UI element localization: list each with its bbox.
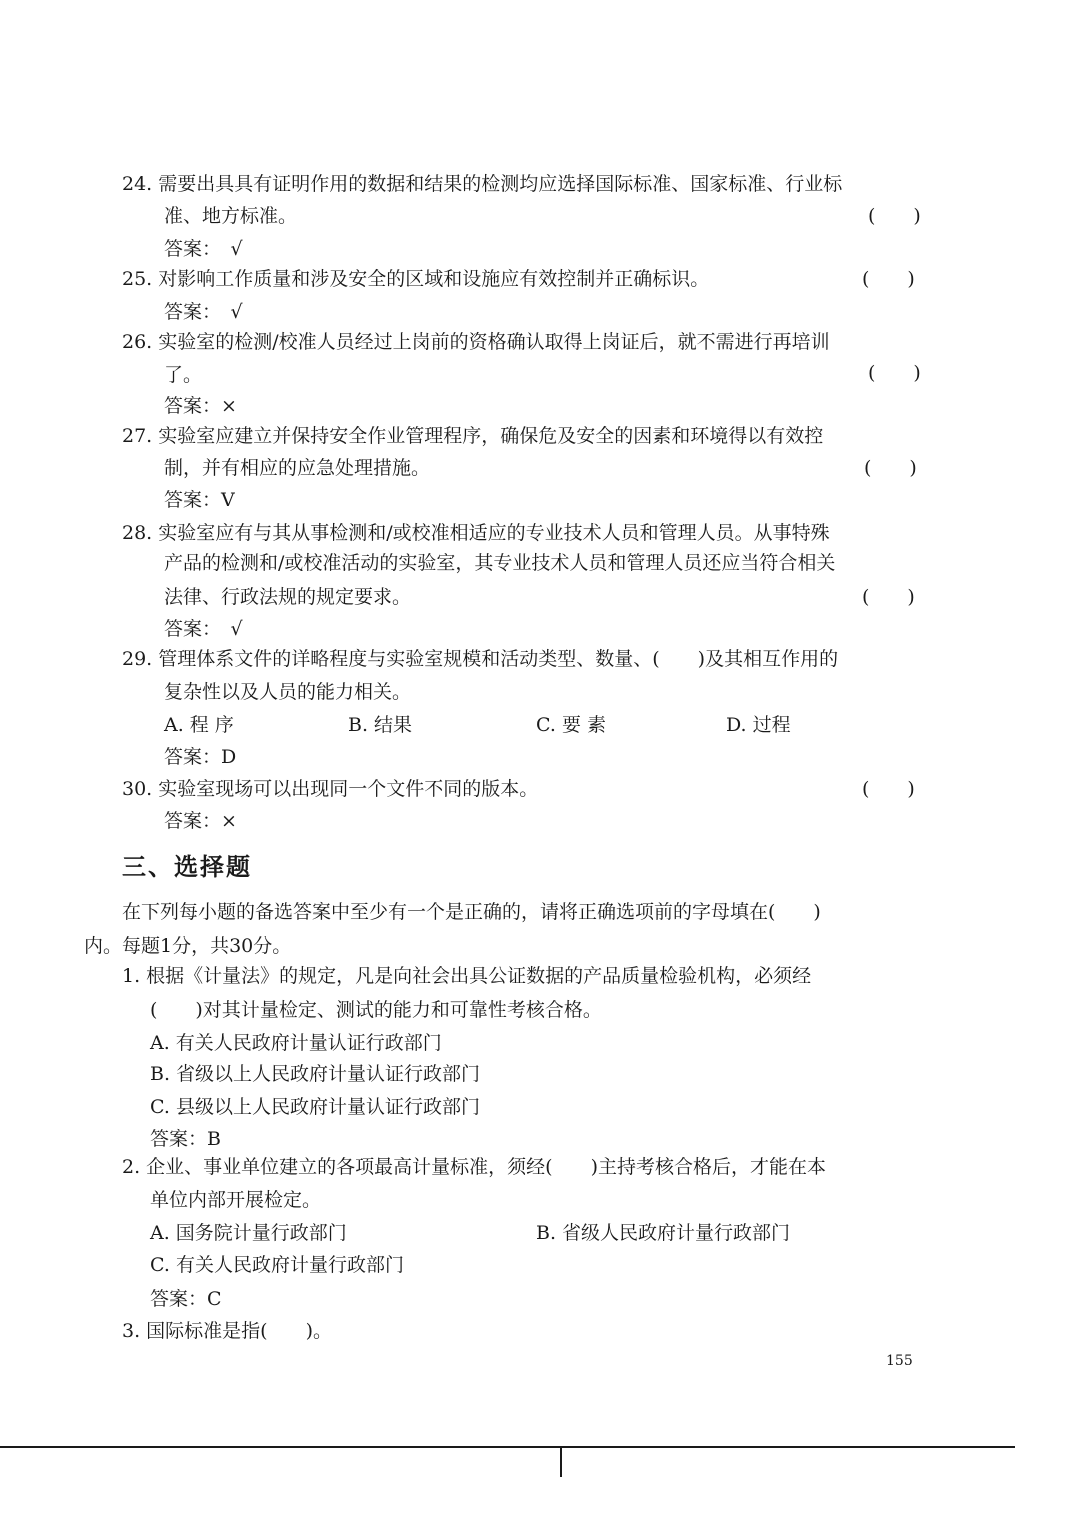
q28-answer-blank: ( ): [862, 586, 915, 608]
q25-answer: 答案： √: [164, 301, 243, 323]
c1-answer: 答案：B: [150, 1128, 221, 1150]
q27-line-2: 制，并有相应的应急处理措施。: [164, 457, 431, 479]
c1-option-a: A. 有关人民政府计量认证行政部门: [150, 1032, 442, 1054]
q29-line-2: 复杂性以及人员的能力相关。: [164, 681, 412, 703]
c2-line-2: 单位内部开展检定。: [150, 1189, 322, 1211]
q29-option-b: B. 结果: [348, 714, 413, 736]
section-intro-line-1: 在下列每小题的备选答案中至少有一个是正确的，请将正确选项前的字母填在( ): [122, 901, 821, 923]
q28-line-1: 28. 实验室应有与其从事检测和/或校准相适应的专业技术人员和管理人员。从事特殊: [122, 522, 830, 544]
c1-line-2: ( )对其计量检定、测试的能力和可靠性考核合格。: [150, 999, 602, 1021]
c1-option-b: B. 省级以上人民政府计量认证行政部门: [150, 1063, 481, 1085]
q27-line-1: 27. 实验室应建立并保持安全作业管理程序，确保危及安全的因素和环境得以有效控: [122, 425, 824, 447]
footer-rule: [0, 1446, 1015, 1448]
q29-line-1: 29. 管理体系文件的详略程度与实验室规模和活动类型、数量、( )及其相互作用的: [122, 648, 839, 670]
c2-option-b: B. 省级人民政府计量行政部门: [536, 1222, 791, 1244]
q29-answer: 答案：D: [164, 746, 237, 768]
q24-answer-blank: ( ): [868, 205, 921, 227]
q26-answer: 答案：×: [164, 395, 237, 417]
q28-answer: 答案： √: [164, 618, 243, 640]
q30-answer-blank: ( ): [862, 778, 915, 800]
q29-option-c: C. 要 素: [536, 714, 606, 736]
c3-line-1: 3. 国际标准是指( )。: [122, 1320, 332, 1342]
q24-answer: 答案： √: [164, 238, 243, 260]
q26-answer-blank: ( ): [868, 362, 921, 384]
q24-line-1: 24. 需要出具具有证明作用的数据和结果的检测均应选择国际标准、国家标准、行业标: [122, 173, 843, 195]
q28-line-3: 法律、行政法规的规定要求。: [164, 586, 412, 608]
footer-center-mark: [560, 1446, 562, 1477]
c1-option-c: C. 县级以上人民政府计量认证行政部门: [150, 1096, 480, 1118]
c2-option-c: C. 有关人民政府计量行政部门: [150, 1254, 404, 1276]
section-heading: 三、选择题: [122, 852, 252, 881]
c2-answer: 答案：C: [150, 1288, 222, 1310]
q29-option-d: D. 过程: [726, 714, 791, 736]
q27-answer-blank: ( ): [864, 457, 917, 479]
q24-line-2: 准、地方标准。: [164, 205, 298, 227]
q26-line-1: 26. 实验室的检测/校准人员经过上岗前的资格确认取得上岗证后，就不需进行再培训: [122, 331, 830, 353]
c1-line-1: 1. 根据《计量法》的规定，凡是向社会出具公证数据的产品质量检验机构，必须经: [122, 965, 812, 987]
q28-line-2: 产品的检测和/或校准活动的实验室，其专业技术人员和管理人员还应当符合相关: [164, 552, 836, 574]
page-number: 155: [886, 1353, 913, 1369]
q26-line-2: 了。: [164, 364, 203, 386]
q25-line-1: 25. 对影响工作质量和涉及安全的区域和设施应有效控制并正确标识。: [122, 268, 710, 290]
q30-answer: 答案：×: [164, 810, 237, 832]
section-intro-line-2: 内。每题1分，共30分。: [84, 935, 292, 957]
c2-option-a: A. 国务院计量行政部门: [150, 1222, 347, 1244]
q27-answer: 答案：V: [164, 489, 235, 511]
c2-line-1: 2. 企业、事业单位建立的各项最高计量标准，须经( )主持考核合格后，才能在本: [122, 1156, 826, 1178]
q29-option-a: A. 程 序: [164, 714, 234, 736]
q25-answer-blank: ( ): [862, 268, 915, 290]
q30-line-1: 30. 实验室现场可以出现同一个文件不同的版本。: [122, 778, 539, 800]
